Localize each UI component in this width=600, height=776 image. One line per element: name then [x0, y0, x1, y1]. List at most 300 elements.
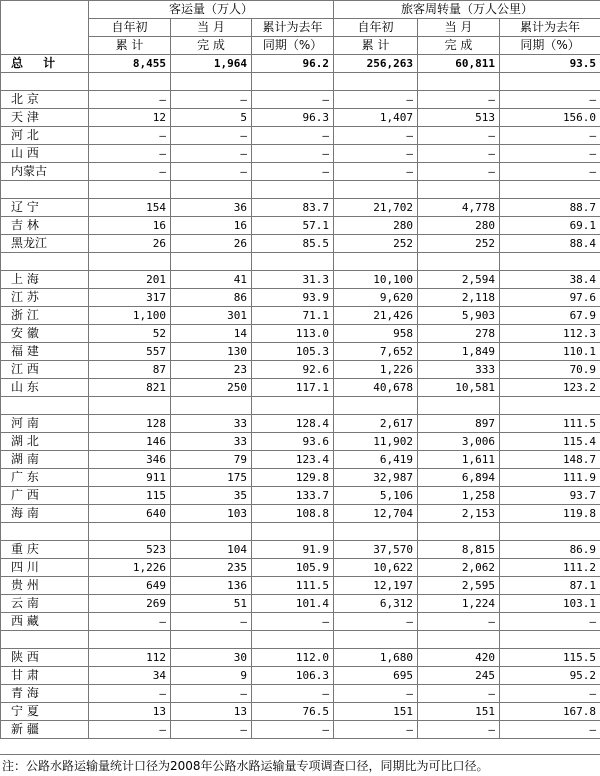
region-name: 海 南: [1, 505, 89, 523]
value-cell: 21,702: [334, 199, 418, 217]
value-cell: 133.7: [252, 487, 334, 505]
table-row: [1, 127, 600, 145]
empty-cell: [1, 181, 89, 199]
value-cell: –: [89, 685, 171, 703]
header-cell: 完 成: [418, 37, 500, 55]
value-cell: 252: [334, 235, 418, 253]
value-cell: –: [89, 721, 171, 739]
value-cell: 317: [89, 289, 171, 307]
region-name: 湖 南: [1, 451, 89, 469]
value-cell: 513: [418, 109, 500, 127]
value-cell: 1,964: [171, 55, 252, 73]
value-cell: 112: [89, 649, 171, 667]
value-cell: –: [418, 127, 500, 145]
value-cell: 93.5: [500, 55, 600, 73]
value-cell: 2,153: [418, 505, 500, 523]
header-cell: 累 计: [89, 37, 171, 55]
table-row: [1, 217, 600, 235]
value-cell: –: [252, 145, 334, 163]
value-cell: 93.6: [252, 433, 334, 451]
value-cell: 151: [418, 703, 500, 721]
empty-cell: [418, 631, 500, 649]
value-cell: 14: [171, 325, 252, 343]
header-blank-cell: [1, 1, 89, 55]
blank-row: [1, 397, 600, 415]
footnote: 注：公路水路运输量统计口径为2008年公路水路运输量专项调查口径，同期比为可比口径。: [0, 754, 600, 776]
value-cell: 87.1: [500, 577, 600, 595]
region-name: 天 津: [1, 109, 89, 127]
value-cell: 36: [171, 199, 252, 217]
value-cell: 1,100: [89, 307, 171, 325]
value-cell: 420: [418, 649, 500, 667]
value-cell: 93.7: [500, 487, 600, 505]
value-cell: 821: [89, 379, 171, 397]
table-row: [1, 595, 600, 613]
empty-cell: [89, 397, 171, 415]
value-cell: –: [334, 91, 418, 109]
value-cell: 958: [334, 325, 418, 343]
empty-cell: [1, 73, 89, 91]
value-cell: –: [171, 613, 252, 631]
header-cell: 自年初: [334, 19, 418, 37]
value-cell: –: [418, 685, 500, 703]
value-cell: 7,652: [334, 343, 418, 361]
value-cell: 2,595: [418, 577, 500, 595]
region-name: 云 南: [1, 595, 89, 613]
value-cell: –: [89, 127, 171, 145]
blank-row: [1, 253, 600, 271]
value-cell: 112.3: [500, 325, 600, 343]
value-cell: 30: [171, 649, 252, 667]
region-name: 安 徽: [1, 325, 89, 343]
table-row: [1, 505, 600, 523]
value-cell: –: [171, 127, 252, 145]
empty-cell: [89, 631, 171, 649]
header-cell: 累计为去年: [500, 19, 600, 37]
value-cell: 1,226: [89, 559, 171, 577]
empty-cell: [418, 73, 500, 91]
value-cell: 9: [171, 667, 252, 685]
value-cell: 96.2: [252, 55, 334, 73]
header-cell: 完 成: [171, 37, 252, 55]
value-cell: 252: [418, 235, 500, 253]
table-row: [1, 469, 600, 487]
table-row: [1, 109, 600, 127]
value-cell: 12: [89, 109, 171, 127]
value-cell: 97.6: [500, 289, 600, 307]
value-cell: 245: [418, 667, 500, 685]
region-name: 总 计: [1, 55, 89, 73]
empty-cell: [89, 181, 171, 199]
value-cell: 86.9: [500, 541, 600, 559]
header-cell: 当 月: [418, 19, 500, 37]
empty-cell: [89, 523, 171, 541]
empty-cell: [171, 181, 252, 199]
region-name: 江 苏: [1, 289, 89, 307]
table-row: [1, 307, 600, 325]
value-cell: 640: [89, 505, 171, 523]
value-cell: 16: [171, 217, 252, 235]
total-row: [1, 55, 600, 73]
value-cell: 280: [418, 217, 500, 235]
value-cell: 5: [171, 109, 252, 127]
value-cell: 96.3: [252, 109, 334, 127]
table-row: [1, 577, 600, 595]
value-cell: 31.3: [252, 271, 334, 289]
header-cell: 当 月: [171, 19, 252, 37]
value-cell: 16: [89, 217, 171, 235]
region-name: 青 海: [1, 685, 89, 703]
value-cell: 103: [171, 505, 252, 523]
value-cell: –: [252, 721, 334, 739]
value-cell: –: [252, 91, 334, 109]
header-row-2: [1, 19, 600, 37]
empty-cell: [171, 631, 252, 649]
empty-cell: [171, 523, 252, 541]
table-row: [1, 361, 600, 379]
empty-cell: [171, 73, 252, 91]
value-cell: –: [500, 685, 600, 703]
value-cell: 88.4: [500, 235, 600, 253]
value-cell: 156.0: [500, 109, 600, 127]
value-cell: 23: [171, 361, 252, 379]
region-name: 江 西: [1, 361, 89, 379]
empty-cell: [500, 181, 600, 199]
value-cell: 85.5: [252, 235, 334, 253]
value-cell: –: [334, 721, 418, 739]
value-cell: 278: [418, 325, 500, 343]
empty-cell: [334, 73, 418, 91]
region-name: 四 川: [1, 559, 89, 577]
blank-row: [1, 181, 600, 199]
value-cell: –: [252, 163, 334, 181]
value-cell: 13: [89, 703, 171, 721]
empty-cell: [252, 631, 334, 649]
table-row: [1, 199, 600, 217]
blank-row: [1, 523, 600, 541]
value-cell: –: [171, 721, 252, 739]
value-cell: 154: [89, 199, 171, 217]
empty-cell: [500, 523, 600, 541]
table-row: [1, 649, 600, 667]
value-cell: –: [500, 127, 600, 145]
empty-cell: [171, 397, 252, 415]
value-cell: –: [418, 721, 500, 739]
value-cell: 40,678: [334, 379, 418, 397]
value-cell: 201: [89, 271, 171, 289]
value-cell: 333: [418, 361, 500, 379]
region-name: 甘 肃: [1, 667, 89, 685]
value-cell: –: [252, 685, 334, 703]
value-cell: 105.9: [252, 559, 334, 577]
header-row-3: [1, 37, 600, 55]
value-cell: 6,894: [418, 469, 500, 487]
empty-cell: [418, 253, 500, 271]
table-row: [1, 721, 600, 739]
value-cell: 106.3: [252, 667, 334, 685]
empty-cell: [334, 181, 418, 199]
value-cell: 301: [171, 307, 252, 325]
value-cell: 8,455: [89, 55, 171, 73]
value-cell: 32,987: [334, 469, 418, 487]
table-row: [1, 379, 600, 397]
value-cell: –: [252, 613, 334, 631]
table-row: [1, 145, 600, 163]
region-name: 吉 林: [1, 217, 89, 235]
value-cell: 280: [334, 217, 418, 235]
value-cell: 346: [89, 451, 171, 469]
value-cell: 9,620: [334, 289, 418, 307]
table-row: [1, 613, 600, 631]
value-cell: 103.1: [500, 595, 600, 613]
value-cell: 1,849: [418, 343, 500, 361]
value-cell: –: [418, 163, 500, 181]
value-cell: 911: [89, 469, 171, 487]
value-cell: –: [500, 91, 600, 109]
value-cell: 79: [171, 451, 252, 469]
value-cell: 69.1: [500, 217, 600, 235]
value-cell: 1,680: [334, 649, 418, 667]
region-name: 黑龙江: [1, 235, 89, 253]
blank-row: [1, 73, 600, 91]
value-cell: 111.9: [500, 469, 600, 487]
empty-cell: [89, 253, 171, 271]
table-row: [1, 271, 600, 289]
empty-cell: [500, 253, 600, 271]
value-cell: 13: [171, 703, 252, 721]
region-name: 重 庆: [1, 541, 89, 559]
table-row: [1, 703, 600, 721]
table-row: [1, 541, 600, 559]
region-name: 上 海: [1, 271, 89, 289]
empty-cell: [89, 73, 171, 91]
table-row: [1, 343, 600, 361]
value-cell: 1,226: [334, 361, 418, 379]
empty-cell: [1, 397, 89, 415]
empty-cell: [500, 397, 600, 415]
empty-cell: [1, 523, 89, 541]
empty-cell: [171, 253, 252, 271]
value-cell: 4,778: [418, 199, 500, 217]
value-cell: 26: [89, 235, 171, 253]
value-cell: 112.0: [252, 649, 334, 667]
value-cell: 695: [334, 667, 418, 685]
value-cell: 151: [334, 703, 418, 721]
value-cell: 146: [89, 433, 171, 451]
region-name: 陕 西: [1, 649, 89, 667]
value-cell: 95.2: [500, 667, 600, 685]
value-cell: 250: [171, 379, 252, 397]
value-cell: 136: [171, 577, 252, 595]
value-cell: –: [89, 613, 171, 631]
value-cell: 92.6: [252, 361, 334, 379]
region-name: 河 南: [1, 415, 89, 433]
value-cell: 41: [171, 271, 252, 289]
region-name: 山 西: [1, 145, 89, 163]
value-cell: 5,106: [334, 487, 418, 505]
value-cell: –: [418, 613, 500, 631]
value-cell: –: [334, 163, 418, 181]
value-cell: –: [500, 721, 600, 739]
value-cell: 235: [171, 559, 252, 577]
value-cell: 649: [89, 577, 171, 595]
value-cell: –: [171, 685, 252, 703]
value-cell: 2,118: [418, 289, 500, 307]
value-cell: 76.5: [252, 703, 334, 721]
empty-cell: [252, 397, 334, 415]
value-cell: 5,903: [418, 307, 500, 325]
region-name: 内蒙古: [1, 163, 89, 181]
value-cell: 105.3: [252, 343, 334, 361]
header-passenger-turnover: 旅客周转量（万人公里）: [334, 1, 600, 19]
value-cell: 38.4: [500, 271, 600, 289]
value-cell: 86: [171, 289, 252, 307]
empty-cell: [334, 631, 418, 649]
value-cell: 523: [89, 541, 171, 559]
region-name: 河 北: [1, 127, 89, 145]
value-cell: –: [252, 127, 334, 145]
value-cell: 3,006: [418, 433, 500, 451]
empty-cell: [500, 631, 600, 649]
value-cell: 6,419: [334, 451, 418, 469]
empty-cell: [418, 181, 500, 199]
value-cell: 21,426: [334, 307, 418, 325]
value-cell: 1,258: [418, 487, 500, 505]
region-name: 湖 北: [1, 433, 89, 451]
header-cell: 累计为去年: [252, 19, 334, 37]
value-cell: 12,197: [334, 577, 418, 595]
region-name: 贵 州: [1, 577, 89, 595]
empty-cell: [418, 397, 500, 415]
value-cell: 2,617: [334, 415, 418, 433]
blank-row: [1, 631, 600, 649]
value-cell: –: [334, 685, 418, 703]
value-cell: –: [89, 163, 171, 181]
value-cell: –: [89, 145, 171, 163]
value-cell: 11,902: [334, 433, 418, 451]
value-cell: 35: [171, 487, 252, 505]
value-cell: 128: [89, 415, 171, 433]
empty-cell: [252, 73, 334, 91]
empty-cell: [1, 631, 89, 649]
table-row: [1, 559, 600, 577]
value-cell: –: [171, 91, 252, 109]
value-cell: 128.4: [252, 415, 334, 433]
region-name: 山 东: [1, 379, 89, 397]
header-passenger-volume: 客运量（万人）: [89, 1, 334, 19]
region-name: 福 建: [1, 343, 89, 361]
value-cell: –: [418, 145, 500, 163]
empty-cell: [418, 523, 500, 541]
empty-cell: [334, 253, 418, 271]
value-cell: 101.4: [252, 595, 334, 613]
value-cell: –: [89, 91, 171, 109]
header-cell: 累 计: [334, 37, 418, 55]
empty-cell: [1, 253, 89, 271]
value-cell: 897: [418, 415, 500, 433]
value-cell: 111.2: [500, 559, 600, 577]
table-row: [1, 325, 600, 343]
value-cell: 557: [89, 343, 171, 361]
table-row: [1, 289, 600, 307]
header-cell: 同期（%）: [252, 37, 334, 55]
region-name: 北 京: [1, 91, 89, 109]
value-cell: 91.9: [252, 541, 334, 559]
value-cell: 119.8: [500, 505, 600, 523]
value-cell: 57.1: [252, 217, 334, 235]
value-cell: 33: [171, 433, 252, 451]
value-cell: –: [334, 145, 418, 163]
value-cell: 123.2: [500, 379, 600, 397]
value-cell: 148.7: [500, 451, 600, 469]
value-cell: 33: [171, 415, 252, 433]
table-row: [1, 415, 600, 433]
value-cell: 113.0: [252, 325, 334, 343]
region-name: 宁 夏: [1, 703, 89, 721]
region-name: 辽 宁: [1, 199, 89, 217]
value-cell: –: [418, 91, 500, 109]
value-cell: 256,263: [334, 55, 418, 73]
region-name: 新 疆: [1, 721, 89, 739]
empty-cell: [252, 181, 334, 199]
table-row: [1, 451, 600, 469]
value-cell: 34: [89, 667, 171, 685]
value-cell: 269: [89, 595, 171, 613]
header-cell: 同期（%）: [500, 37, 600, 55]
value-cell: 130: [171, 343, 252, 361]
table-row: [1, 667, 600, 685]
table-row: [1, 163, 600, 181]
value-cell: 93.9: [252, 289, 334, 307]
value-cell: 37,570: [334, 541, 418, 559]
value-cell: 1,407: [334, 109, 418, 127]
table-row: [1, 235, 600, 253]
value-cell: 88.7: [500, 199, 600, 217]
value-cell: 60,811: [418, 55, 500, 73]
value-cell: 51: [171, 595, 252, 613]
value-cell: 115.5: [500, 649, 600, 667]
table-row: [1, 433, 600, 451]
empty-cell: [334, 523, 418, 541]
table-body: [1, 55, 600, 739]
value-cell: 6,312: [334, 595, 418, 613]
value-cell: 123.4: [252, 451, 334, 469]
value-cell: 108.8: [252, 505, 334, 523]
region-name: 浙 江: [1, 307, 89, 325]
value-cell: 67.9: [500, 307, 600, 325]
value-cell: 8,815: [418, 541, 500, 559]
value-cell: 87: [89, 361, 171, 379]
value-cell: 175: [171, 469, 252, 487]
value-cell: 83.7: [252, 199, 334, 217]
value-cell: 71.1: [252, 307, 334, 325]
value-cell: 115.4: [500, 433, 600, 451]
value-cell: –: [500, 613, 600, 631]
region-name: 广 东: [1, 469, 89, 487]
value-cell: 10,581: [418, 379, 500, 397]
value-cell: –: [500, 145, 600, 163]
table-row: [1, 91, 600, 109]
value-cell: 26: [171, 235, 252, 253]
empty-cell: [500, 73, 600, 91]
header-row-1: [1, 1, 600, 19]
value-cell: 117.1: [252, 379, 334, 397]
value-cell: –: [171, 145, 252, 163]
value-cell: 104: [171, 541, 252, 559]
region-name: 广 西: [1, 487, 89, 505]
value-cell: 2,594: [418, 271, 500, 289]
value-cell: 70.9: [500, 361, 600, 379]
